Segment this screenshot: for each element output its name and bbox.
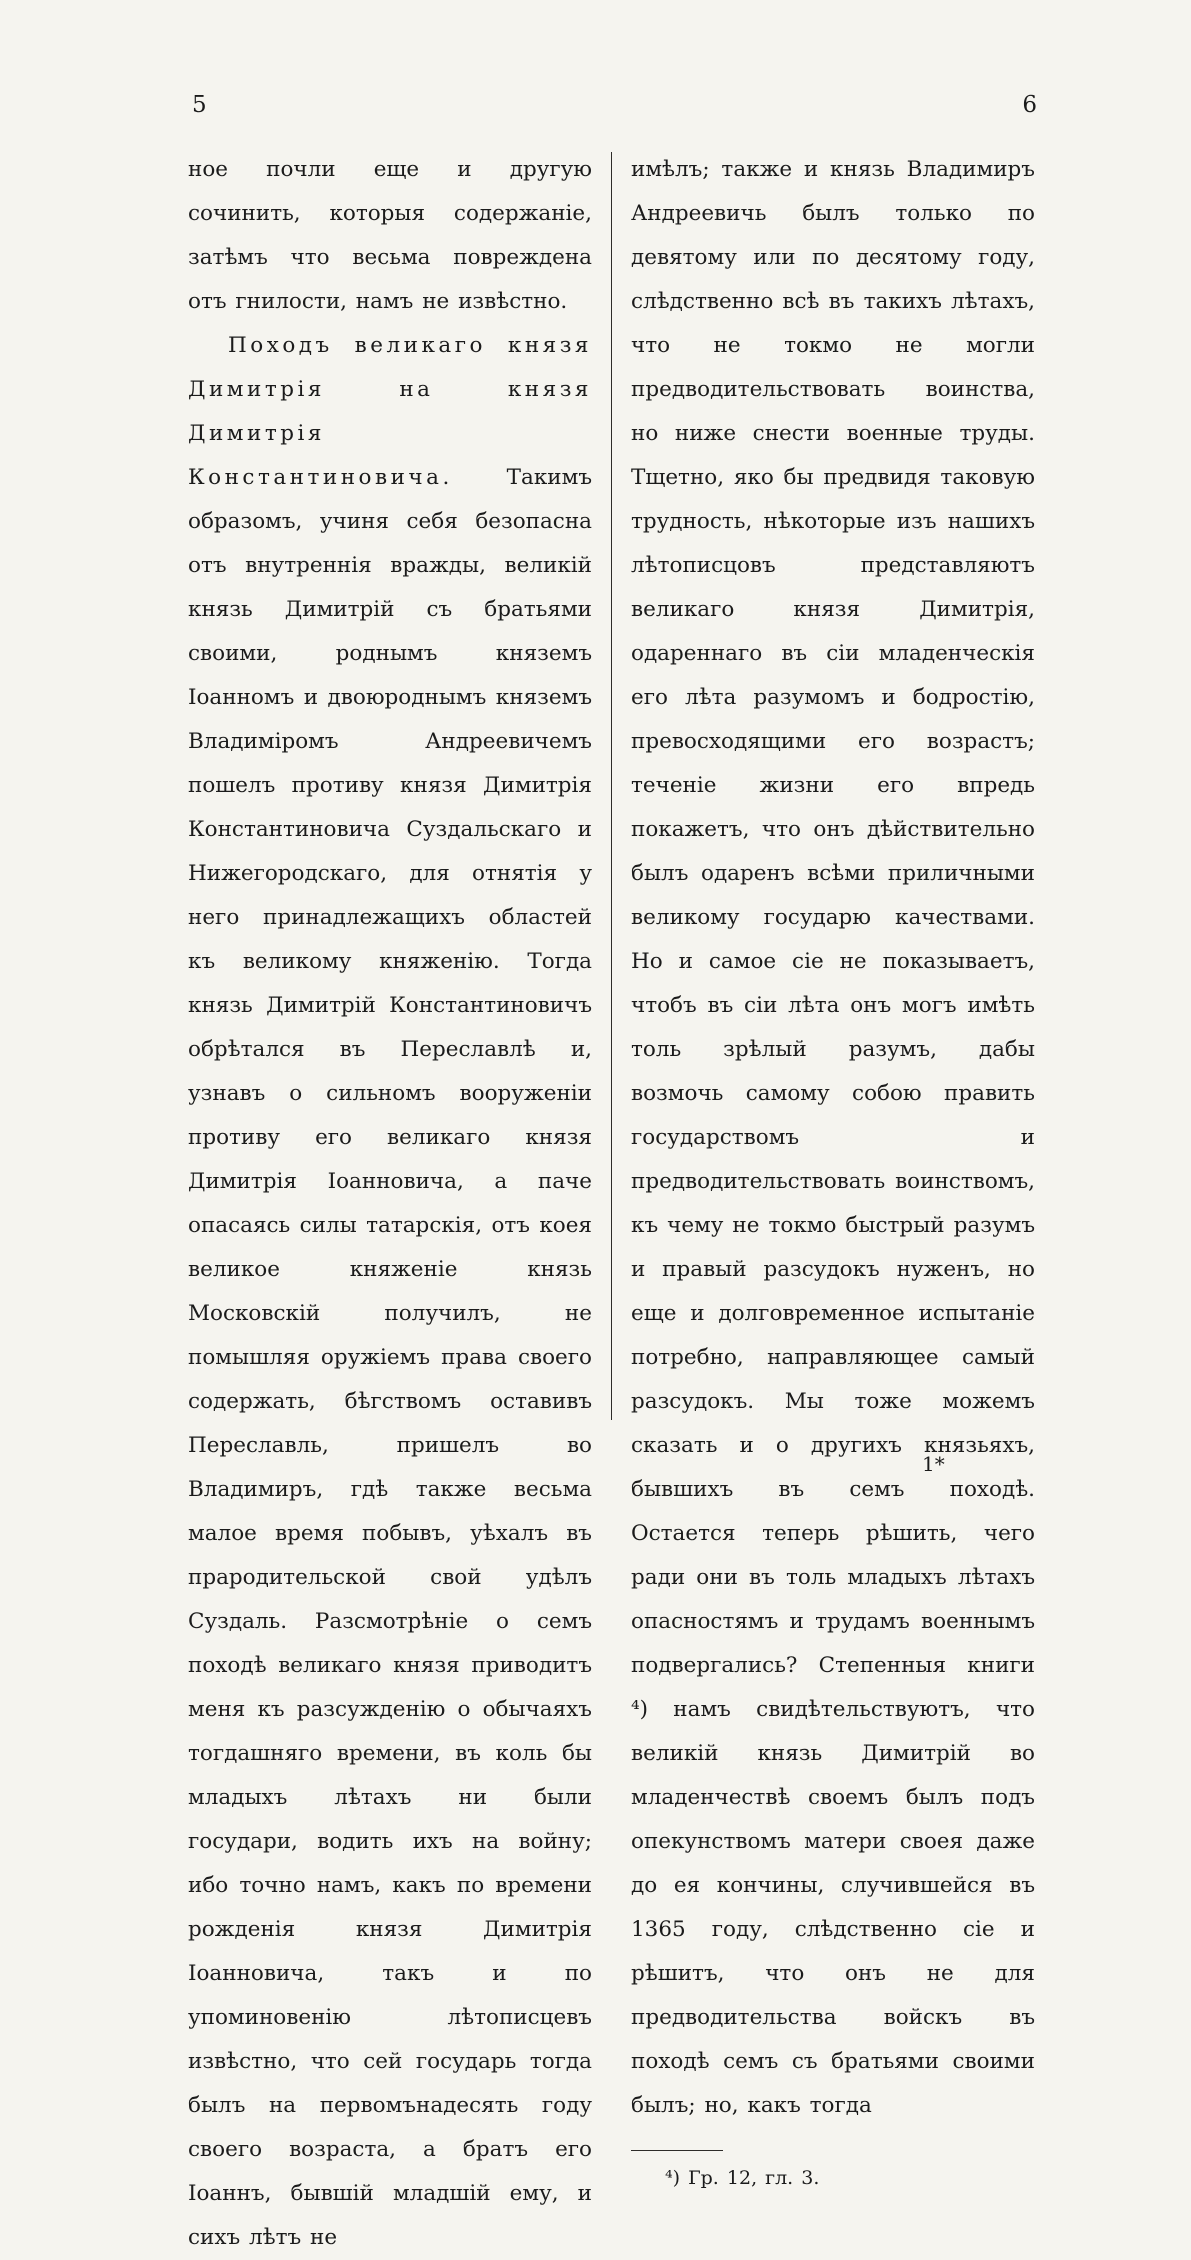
- right-column: [631, 148, 1035, 2260]
- paragraph-pohod: [188, 324, 592, 2260]
- signature-mark: 1*: [922, 1452, 945, 1476]
- footnote-separator-rule: [631, 2150, 723, 2151]
- section-heading: Походъ великаго князя Димитрія на князя Димитрія Константиновича.: [188, 333, 592, 490]
- paragraph-text: Такимъ образомъ, учиня себя безопасна отъ внутреннія вражды, великій князь Димитрій съ братьями своими, роднымъ княземъ Іоанномъ и двоюроднымъ княземъ Владиміромъ Андреевичемъ пошелъ противу князя Димитрія Константиновича Суздальскаго и Нижегородскаго, для отнятія у него принадлежащихъ областей къ великому княженію. Тогда князь Димитрій Константиновичъ обрѣтался въ Переславлѣ и, узнавъ о сильномъ вооруженіи противу его великаго князя Димитрія Іоанновича, а паче опасаясь силы татарскія, отъ коея великое княженіе князь Московскій получилъ, не помышляя оружіемъ права своего содержать, бѣгствомъ оставивъ Переславль, пришелъ во Владимиръ, гдѣ также весьма малое время побывъ, уѣхалъ въ прародительской свой удѣлъ Суздаль. Разсмотрѣніе о семъ походѣ великаго князя приводитъ меня къ разсужденію о обычаяхъ тогдашняго времени, въ коль бы младыхъ лѣтахъ ни были государи, водить ихъ на войну; ибо точно намъ, какъ по времени рожденія князя Димитрія Іоанновича, такъ и по упоминовенію лѣтописцевъ извѣстно, что сей государь тогда былъ на первомънадесять году своего возраста, а братъ его Іоаннъ, бывшій младшій ему, и сихъ лѣтъ не: [188, 465, 592, 2250]
- page-header: [192, 92, 1037, 118]
- column-divider-rule: [611, 152, 612, 1420]
- paragraph-continuation: ное почли еще и другую сочинить, которыя содержаніе, затѣмъ что весьма повреждена отъ гнилости, намъ не извѣстно.: [188, 157, 592, 314]
- page-number-left: 5: [192, 92, 207, 118]
- page-number-right: 6: [1022, 92, 1037, 118]
- text-columns: [188, 148, 1036, 2260]
- paragraph-continuation: имѣлъ; также и князь Владимиръ Андреевичь былъ только по девятому или по десятому году, слѣдственно всѣ въ такихъ лѣтахъ, что не токмо не могли предводительствовать воинства, но ниже снести военные труды. Тщетно, яко бы предвидя таковую трудность, нѣкоторые изъ нашихъ лѣтописцовъ представляютъ великаго князя Димитрія, одареннаго въ сіи младенческія его лѣта разумомъ и бодростію, превосходящими его возрастъ; теченіе жизни его впредь покажетъ, что онъ дѣйствительно былъ одаренъ всѣми приличными великому государю качествами. Но и самое сіе не показываетъ, чтобъ въ сіи лѣта онъ могъ имѣть толь зрѣлый разумъ, дабы возмочь самому собою править государствомъ и предводительствовать воинствомъ, къ чему не токмо быстрый разумъ и правый разсудокъ нуженъ, но еще и долговременное испытаніе потребно, направляющее самый разсудокъ. Мы тоже можемъ сказать и о другихъ князьяхъ, бывшихъ въ семъ походѣ. Остается теперь рѣшить, чего ради они въ толь младыхъ лѣтахъ опасностямъ и трудамъ военнымъ подвергались? Степенныя книги ⁴) намъ свидѣтельствуютъ, что великій князь Димитрій во младенчествѣ своемъ былъ подъ опекунствомъ матери своея даже до ея кончины, случившейся въ 1365 году, слѣдственно сіе и рѣшитъ, что онъ не для предводительства войскъ въ походѣ семъ съ братьями своими былъ; но, какъ тогда: [631, 157, 1035, 2118]
- left-column: [188, 148, 592, 2260]
- footnote: ⁴) Гр. 12, гл. 3.: [665, 2167, 820, 2189]
